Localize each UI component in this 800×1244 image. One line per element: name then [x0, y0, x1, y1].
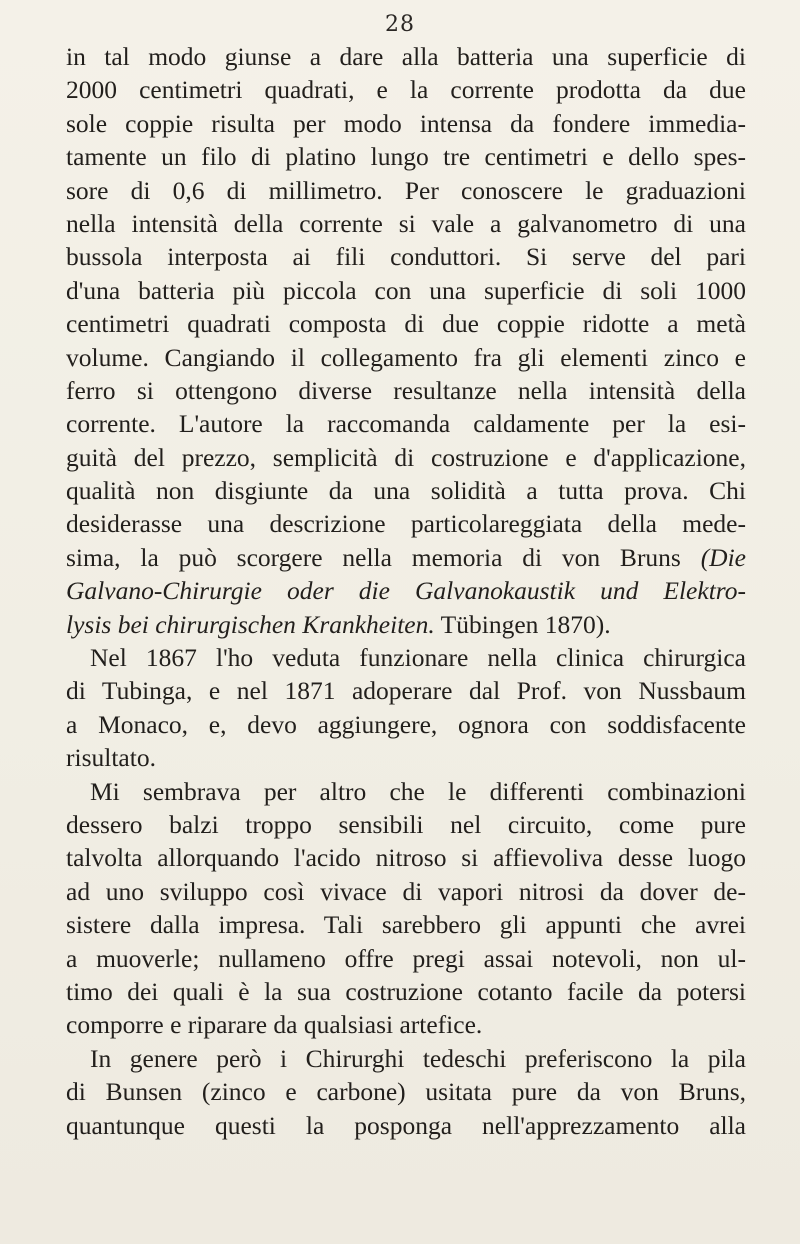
- text-line: [66, 1042, 746, 1075]
- text-segment: sole coppie risulta per modo intensa da fondere immedia-: [66, 108, 746, 138]
- text-segment: nella intensità della corrente si vale a galvanometro di una: [66, 208, 746, 238]
- text-line: [66, 40, 746, 73]
- text-line: [66, 507, 746, 540]
- text-line: [66, 107, 746, 140]
- text-line: [66, 975, 746, 1008]
- text-line: [66, 307, 746, 340]
- text-line: [66, 474, 746, 507]
- text-line: [66, 942, 746, 975]
- text-line: [66, 1008, 746, 1041]
- text-line: [66, 608, 746, 641]
- text-segment: ferro si ottengono diverse resultanze nella intensità della: [66, 375, 746, 405]
- text-segment: quantunque questi la posponga nell'apprezzamento alla: [66, 1110, 746, 1140]
- text-segment: risultato.: [66, 743, 156, 773]
- italic-text: (Die: [700, 542, 746, 572]
- text-segment: d'una batteria più piccola con una superficie di soli 1000: [66, 275, 746, 305]
- italic-text: lysis bei chirurgischen Krankheiten.: [66, 609, 435, 639]
- text-segment: di Bunsen (zinco e carbone) usitata pure da von Bruns,: [66, 1077, 746, 1107]
- text-segment: corrente. L'autore la raccomanda caldamente per la esi-: [66, 409, 746, 439]
- text-line: [66, 775, 746, 808]
- text-segment: di Tubinga, e nel 1871 adoperare dal Prof. von Nussbaum: [66, 676, 746, 706]
- text-segment: a muoverle; nullameno offre pregi assai notevoli, non ul-: [66, 943, 746, 973]
- text-segment: Nel 1867 l'ho veduta funzionare nella clinica chirurgica: [90, 643, 746, 673]
- text-segment: Tübingen 1870).: [434, 609, 611, 639]
- text-segment: guità del prezzo, semplicità di costruzione e d'applicazione,: [66, 442, 746, 472]
- text-segment: In genere però i Chirurghi tedeschi preferiscono la pila: [90, 1043, 746, 1073]
- text-segment: 2000 centimetri quadrati, e la corrente prodotta da due: [66, 75, 746, 105]
- text-segment: bussola interposta ai fili conduttori. Si serve del pari: [66, 242, 746, 272]
- text-line: [66, 1075, 746, 1108]
- text-line: [66, 908, 746, 941]
- text-line: [66, 274, 746, 307]
- text-line: [66, 708, 746, 741]
- text-segment: comporre e riparare da qualsiasi artefice.: [66, 1010, 483, 1040]
- text-line: [66, 174, 746, 207]
- page-number: 28: [385, 12, 415, 37]
- text-line: [66, 741, 746, 774]
- text-line: [66, 207, 746, 240]
- text-segment: a Monaco, e, devo aggiungere, ognora con soddisfacente: [66, 709, 746, 739]
- text-segment: volume. Cangiando il collegamento fra gli elementi zinco e: [66, 342, 746, 372]
- text-line: [66, 341, 746, 374]
- text-segment: Mi sembrava per altro che le differenti combinazioni: [90, 776, 746, 806]
- text-line: [66, 441, 746, 474]
- text-line: [66, 140, 746, 173]
- text-line: [66, 407, 746, 440]
- text-line: [66, 574, 746, 607]
- text-segment: sore di 0,6 di millimetro. Per conoscere le graduazioni: [66, 175, 746, 205]
- text-line: [66, 374, 746, 407]
- text-line: [66, 875, 746, 908]
- text-segment: ad uno sviluppo così vivace di vapori nitrosi da dover de-: [66, 876, 746, 906]
- body-text: [66, 40, 746, 1142]
- text-line: [66, 240, 746, 273]
- text-line: [66, 1109, 746, 1142]
- text-segment: qualità non disgiunte da una solidità a tutta prova. Chi: [66, 476, 746, 506]
- italic-text: Galvano-Chirurgie oder die Galvanokaustik und Elektro-: [66, 576, 746, 606]
- text-line: [66, 641, 746, 674]
- text-line: [66, 674, 746, 707]
- text-segment: in tal modo giunse a dare alla batteria una superficie di: [66, 42, 746, 71]
- text-segment: timo dei quali è la sua costruzione cotanto facile da potersi: [66, 976, 746, 1006]
- text-segment: sima, la può scorgere nella memoria di von Bruns: [66, 542, 701, 572]
- text-segment: sistere dalla impresa. Tali sarebbero gli appunti che avrei: [66, 910, 746, 940]
- text-segment: tamente un filo di platino lungo tre centimetri e dello spes-: [66, 142, 746, 172]
- text-segment: dessero balzi troppo sensibili nel circuito, come pure: [66, 809, 746, 839]
- text-segment: desiderasse una descrizione particolareggiata della mede-: [66, 509, 746, 539]
- text-line: [66, 808, 746, 841]
- text-line: [66, 541, 746, 574]
- text-segment: talvolta allorquando l'acido nitroso si affievoliva desse luogo: [66, 843, 746, 873]
- text-line: [66, 73, 746, 106]
- text-segment: centimetri quadrati composta di due coppie ridotte a metà: [66, 309, 746, 339]
- text-line: [66, 841, 746, 874]
